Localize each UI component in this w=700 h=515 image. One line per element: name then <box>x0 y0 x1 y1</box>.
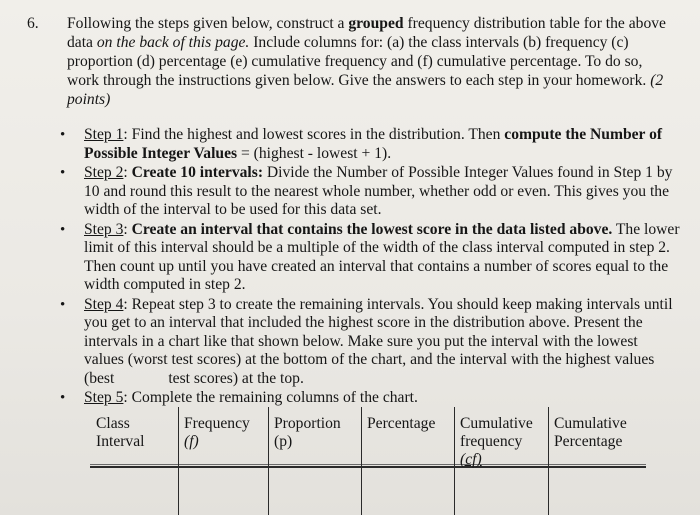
column-divider <box>361 407 362 515</box>
bullet-icon: • <box>60 165 66 181</box>
text-run: Create an interval that contains the lowest score in the data listed above. <box>131 220 613 238</box>
text-run: Create 10 intervals: <box>131 164 264 181</box>
bullet-icon: • <box>60 390 66 406</box>
question-6 <box>27 14 677 109</box>
bullet-icon: • <box>60 127 66 143</box>
step-item <box>60 296 680 389</box>
text-run: grouped <box>348 15 404 32</box>
step-item <box>60 126 680 163</box>
text-run: Following the steps given below, construct a <box>67 15 349 32</box>
text-run: : Find the highest and lowest scores in the distribution. Then <box>123 126 505 143</box>
column-header-line: Interval <box>96 433 145 450</box>
table-column <box>454 407 548 515</box>
column-header <box>184 415 250 451</box>
steps-list <box>60 126 680 409</box>
text-run: Include columns for: (a) the class intervals (b) frequency (c) proportion (d) percentage (e) cumulative frequency and (f) cumulative percentage. To do so, work through the instructions given below. Give the answers to each step in your homework. <box>67 34 651 89</box>
text-run: frequency distribution table for the above data <box>67 15 666 51</box>
question-text <box>67 14 677 109</box>
column-header-line: Class <box>96 415 130 432</box>
table-column <box>268 407 361 515</box>
step-item <box>60 221 680 295</box>
text-run: on the back of this page. <box>96 34 250 51</box>
bullet-icon: • <box>60 296 66 313</box>
column-divider <box>548 407 549 515</box>
text-run: : <box>123 220 132 238</box>
column-header-line: Frequency <box>184 415 250 432</box>
frequency-table <box>90 407 646 515</box>
text-run: : <box>123 164 132 181</box>
column-header-line: (cf) <box>460 451 482 468</box>
text-run: Step 4 <box>84 295 124 313</box>
question-number: 6. <box>27 15 39 32</box>
column-header <box>274 415 341 451</box>
column-header-line: Percentage <box>554 433 623 450</box>
text-run: Step 2 <box>84 164 124 181</box>
column-header-line: Cumulative <box>460 415 533 432</box>
text-run: (2 points) <box>67 72 664 108</box>
step-item <box>60 164 680 220</box>
step-item <box>60 389 680 408</box>
text-run: = (highest - lowest + 1). <box>237 144 392 162</box>
column-header <box>367 415 435 433</box>
table-column <box>90 407 178 515</box>
text-run: : Repeat step 3 to create the remaining intervals. You should keep making intervals until you get to an interval that included the highest score in the distribution above. Present the intervals in a chart like that shown below. Make sure you put the interval with the lowest values (worst test scores) at the bottom of the chart, and the interval with the highest values (best <box>84 295 673 387</box>
text-run: : Complete the remaining columns of the chart. <box>123 389 418 406</box>
column-header-line: frequency <box>460 433 523 450</box>
text-run: Step 3 <box>84 220 124 238</box>
column-divider <box>268 407 269 515</box>
column-header-line: Percentage <box>367 415 436 432</box>
text-run: Step 5 <box>84 389 124 406</box>
column-divider <box>454 407 455 515</box>
bullet-icon: • <box>60 221 66 238</box>
text-run: Step 1 <box>84 126 124 143</box>
column-header <box>554 415 627 451</box>
column-header <box>460 415 533 469</box>
table-column <box>548 407 646 515</box>
text-run: The lower limit of this interval should be a multiple of the width of the class interval computed in step 2. Then count up until you have created an interval that contains a number of scores equal to the width computed in step 2. <box>84 220 680 293</box>
column-header-line: Proportion <box>274 415 341 432</box>
table-column <box>178 407 268 515</box>
text-run: compute the Number of Possible Integer Values <box>84 126 663 162</box>
column-header-line: Cumulative <box>554 415 627 432</box>
column-divider <box>178 407 179 515</box>
text-run: Divide the Number of Possible Integer Values found in Step 1 by 10 and round this result to the nearest whole number, whether odd or even. This gives you the width of the interval to be used for this data set. <box>84 164 673 218</box>
column-header <box>96 415 145 451</box>
table-column <box>361 407 454 515</box>
column-header-line: (f) <box>184 433 199 450</box>
text-run: test scores) at the top. <box>168 369 304 387</box>
column-header-line: (p) <box>274 433 293 450</box>
